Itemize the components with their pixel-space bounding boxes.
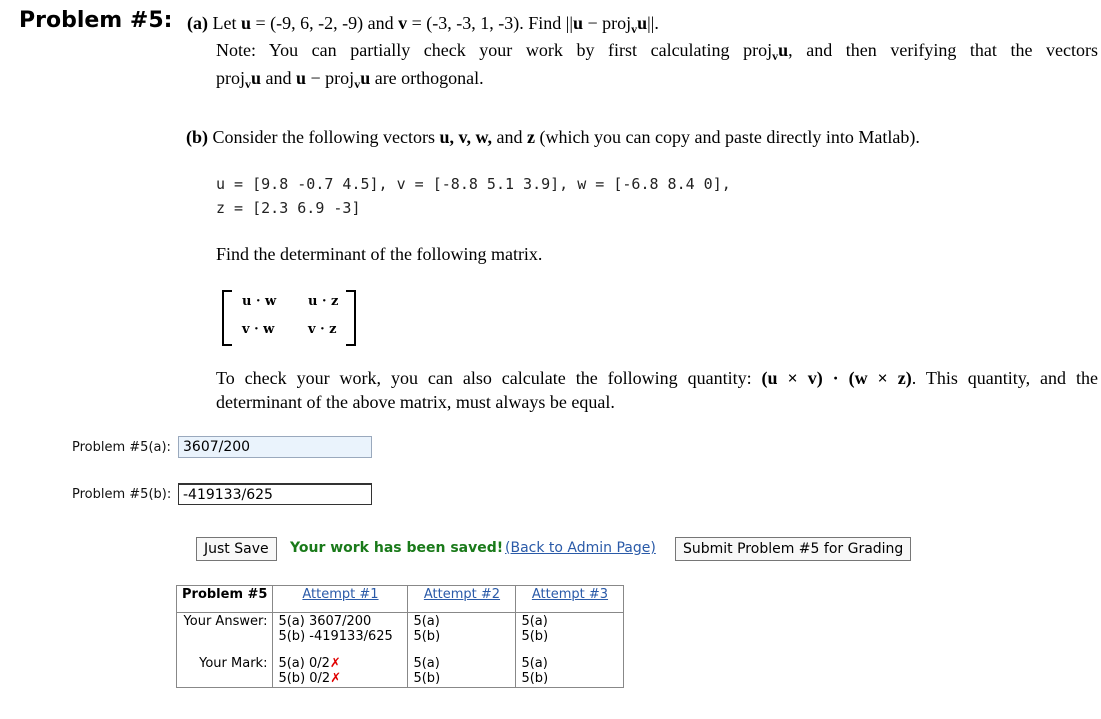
problem-title: Problem #5:	[19, 8, 173, 33]
dot-product-matrix	[222, 290, 356, 344]
wrong-icon: ✗	[330, 671, 342, 686]
attempt-3-mark: 5(a) 5(b)	[516, 655, 624, 688]
part-a-note-line1: Note: You can partially check your work by first calculating proj$_v$u, and then verifying that the vectors	[216, 40, 1098, 63]
check-work-line1: To check your work, you can also calculate the following quantity: (u × v) · (w × z). This quantity, and the	[216, 368, 1098, 388]
submit-for-grading-button[interactable]: Submit Problem #5 for Grading	[675, 537, 911, 561]
attempt-3-link[interactable]: Attempt #3	[516, 586, 624, 613]
matlab-code-line2: z = [2.3 6.9 -3]	[216, 199, 361, 217]
attempts-table	[176, 585, 624, 688]
back-to-admin-link[interactable]: (Back to Admin Page)	[505, 540, 656, 556]
part-a-note-line2: proj$_v$u and u − proj$_v$u are orthogonal.	[216, 68, 484, 91]
matrix-cell: v · w	[242, 322, 275, 337]
find-determinant-text: Find the determinant of the following matrix.	[216, 244, 543, 264]
attempt-3-answer: 5(a) 5(b)	[516, 613, 624, 646]
matrix-cell: v · z	[308, 322, 337, 337]
attempt-1-answer: 5(a) 3607/200 5(b) -419133/625	[273, 613, 408, 646]
attempt-2-mark: 5(a) 5(b)	[408, 655, 516, 688]
attempt-1-link[interactable]: Attempt #1	[273, 586, 408, 613]
answer-b-label: Problem #5(b):	[72, 487, 172, 502]
matrix-cell: u · z	[308, 294, 339, 309]
answer-a-label: Problem #5(a):	[72, 440, 171, 455]
matlab-code-line1: u = [9.8 -0.7 4.5], v = [-8.8 5.1 3.9], w = [-6.8 8.4 0],	[216, 175, 731, 193]
table-row	[177, 613, 624, 646]
check-work-line2: determinant of the above matrix, must always be equal.	[216, 392, 615, 412]
matrix-left-bracket	[222, 290, 232, 346]
table-row	[177, 655, 624, 688]
matrix-right-bracket	[346, 290, 356, 346]
your-answer-label: Your Answer:	[183, 614, 268, 629]
your-mark-label: Your Mark:	[199, 656, 268, 671]
matrix-cell: u · w	[242, 294, 277, 309]
attempt-1-mark: 5(a) 0/2✗ 5(b) 0/2✗	[273, 655, 408, 688]
part-b-statement: (b) Consider the following vectors u, v, w, and z (which you can copy and paste directly into Matlab).	[186, 127, 920, 147]
just-save-button[interactable]: Just Save	[196, 537, 277, 561]
attempt-2-link[interactable]: Attempt #2	[408, 586, 516, 613]
answer-a-input[interactable]	[178, 436, 372, 458]
wrong-icon: ✗	[329, 656, 341, 671]
answer-b-input[interactable]	[178, 483, 372, 505]
attempt-2-answer: 5(a) 5(b)	[408, 613, 516, 646]
attempts-header: Problem #5	[177, 586, 273, 613]
saved-message: Your work has been saved!	[290, 540, 504, 556]
part-a-statement: (a) Let u = (-9, 6, -2, -9) and v = (-3, -3, 1, -3). Find ||u − proj$_v$u||.	[187, 13, 659, 36]
